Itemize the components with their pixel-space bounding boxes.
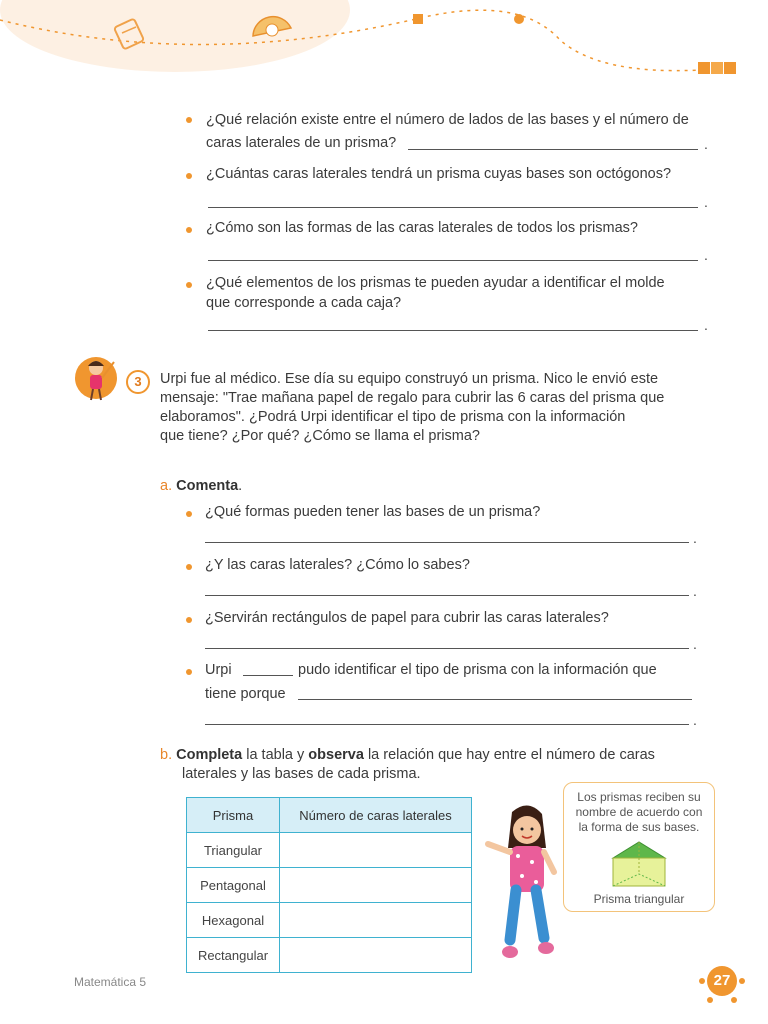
table-row bbox=[187, 833, 472, 868]
row-label: Rectangular bbox=[187, 938, 280, 973]
bullet-icon bbox=[186, 564, 192, 570]
answer-cell[interactable] bbox=[280, 833, 472, 868]
bubble-line1: Los prismas reciben su bbox=[577, 790, 701, 804]
bubble-caption: Prisma triangular bbox=[593, 892, 685, 906]
prism-table bbox=[186, 797, 472, 973]
dot-icon bbox=[514, 14, 524, 24]
period: . bbox=[704, 317, 708, 333]
section-b-line2: laterales y las bases de cada prisma. bbox=[182, 766, 421, 782]
table-row bbox=[187, 868, 472, 903]
section-a-question-3: ¿Servirán rectángulos de papel para cubrir las caras laterales? bbox=[205, 610, 609, 626]
bubble-line3: la forma de sus bases. bbox=[578, 820, 700, 834]
bullet-icon bbox=[186, 282, 192, 288]
page-number: 27 bbox=[707, 966, 737, 996]
table-row bbox=[187, 903, 472, 938]
bubble-line2: nombre de acuerdo con bbox=[575, 805, 703, 819]
answer-cell[interactable] bbox=[280, 903, 472, 938]
section-a-question-1: ¿Qué formas pueden tener las bases de un prisma? bbox=[205, 504, 541, 520]
answer-cell[interactable] bbox=[280, 938, 472, 973]
answer-line[interactable] bbox=[205, 724, 689, 725]
period: . bbox=[704, 136, 708, 152]
answer-blank[interactable] bbox=[243, 675, 293, 676]
cube-icon bbox=[413, 14, 423, 24]
answer-line[interactable] bbox=[205, 542, 689, 543]
answer-line[interactable] bbox=[208, 260, 698, 261]
bullet-icon bbox=[186, 117, 192, 123]
bullet-icon bbox=[186, 173, 192, 179]
bullet-icon bbox=[186, 617, 192, 623]
section-b-text1: la tabla y bbox=[242, 747, 309, 763]
row-label: Triangular bbox=[187, 833, 280, 868]
question-1-line2: caras laterales de un prisma? bbox=[206, 135, 397, 151]
bullet-icon bbox=[186, 669, 192, 675]
section-b-observa: observa bbox=[308, 747, 364, 763]
section-b-completa: Completa bbox=[176, 747, 243, 763]
triangular-prism-icon bbox=[607, 840, 671, 890]
section-a-question-4-part1: Urpi bbox=[205, 662, 232, 678]
period: . bbox=[704, 247, 708, 263]
activity-text-line2: mensaje: "Trae mañana papel de regalo para cubrir las 6 caras del prisma que bbox=[160, 390, 665, 406]
cubes-icon bbox=[698, 62, 736, 74]
section-a-question-4-line2: tiene porque bbox=[205, 686, 286, 702]
question-2: ¿Cuántas caras laterales tendrá un prisma cuyas bases son octógonos? bbox=[206, 166, 672, 182]
activity-text-line3: elaboramos". ¿Podrá Urpi identificar el tipo de prisma con la información bbox=[160, 409, 626, 425]
bullet-icon bbox=[186, 227, 192, 233]
section-a-heading bbox=[160, 476, 242, 497]
section-a-question-4-part2: pudo identificar el tipo de prisma con la información que bbox=[298, 662, 657, 678]
period: . bbox=[693, 583, 697, 599]
activity-text-line4: que tiene? ¿Por qué? ¿Cómo se llama el prisma? bbox=[160, 428, 480, 444]
activity-number: 3 bbox=[126, 370, 150, 394]
answer-line[interactable] bbox=[298, 699, 692, 700]
question-4-line1: ¿Qué elementos de los prismas te pueden ayudar a identificar el molde bbox=[206, 275, 665, 291]
section-b-letter: b. bbox=[160, 747, 173, 763]
period: . bbox=[704, 194, 708, 210]
header-caras: Número de caras laterales bbox=[280, 798, 472, 833]
section-a-title: Comenta bbox=[176, 478, 239, 494]
answer-line[interactable] bbox=[208, 330, 698, 331]
urpi-character-icon bbox=[74, 352, 122, 402]
question-1-line1: ¿Qué relación existe entre el número de lados de las bases y el número de bbox=[206, 112, 689, 128]
book-title: Matemática 5 bbox=[74, 975, 147, 989]
table-row bbox=[187, 938, 472, 973]
girl-illustration bbox=[476, 800, 566, 970]
activity-text-line1: Urpi fue al médico. Ese día su equipo construyó un prisma. Nico le envió este bbox=[160, 371, 659, 387]
answer-cell[interactable] bbox=[280, 868, 472, 903]
section-b-line1 bbox=[160, 745, 655, 766]
question-3: ¿Cómo son las formas de las caras laterales de todos los prismas? bbox=[206, 220, 638, 236]
section-a-period: . bbox=[238, 478, 243, 494]
row-label: Hexagonal bbox=[187, 903, 280, 938]
header-decoration bbox=[0, 0, 768, 90]
section-a-letter: a. bbox=[160, 478, 173, 494]
period: . bbox=[693, 636, 697, 652]
answer-line[interactable] bbox=[408, 149, 698, 150]
table-header-row bbox=[187, 798, 472, 833]
question-4-line2: que corresponde a cada caja? bbox=[206, 295, 402, 311]
bullet-icon bbox=[186, 511, 192, 517]
period: . bbox=[693, 530, 697, 546]
period: . bbox=[693, 712, 697, 728]
row-label: Pentagonal bbox=[187, 868, 280, 903]
speech-bubble bbox=[563, 782, 715, 912]
header-prisma: Prisma bbox=[187, 798, 280, 833]
section-b-text2: la relación que hay entre el número de caras bbox=[363, 747, 655, 763]
answer-line[interactable] bbox=[205, 648, 689, 649]
answer-line[interactable] bbox=[208, 207, 698, 208]
section-a-question-2: ¿Y las caras laterales? ¿Cómo lo sabes? bbox=[205, 557, 470, 573]
answer-line[interactable] bbox=[205, 595, 689, 596]
